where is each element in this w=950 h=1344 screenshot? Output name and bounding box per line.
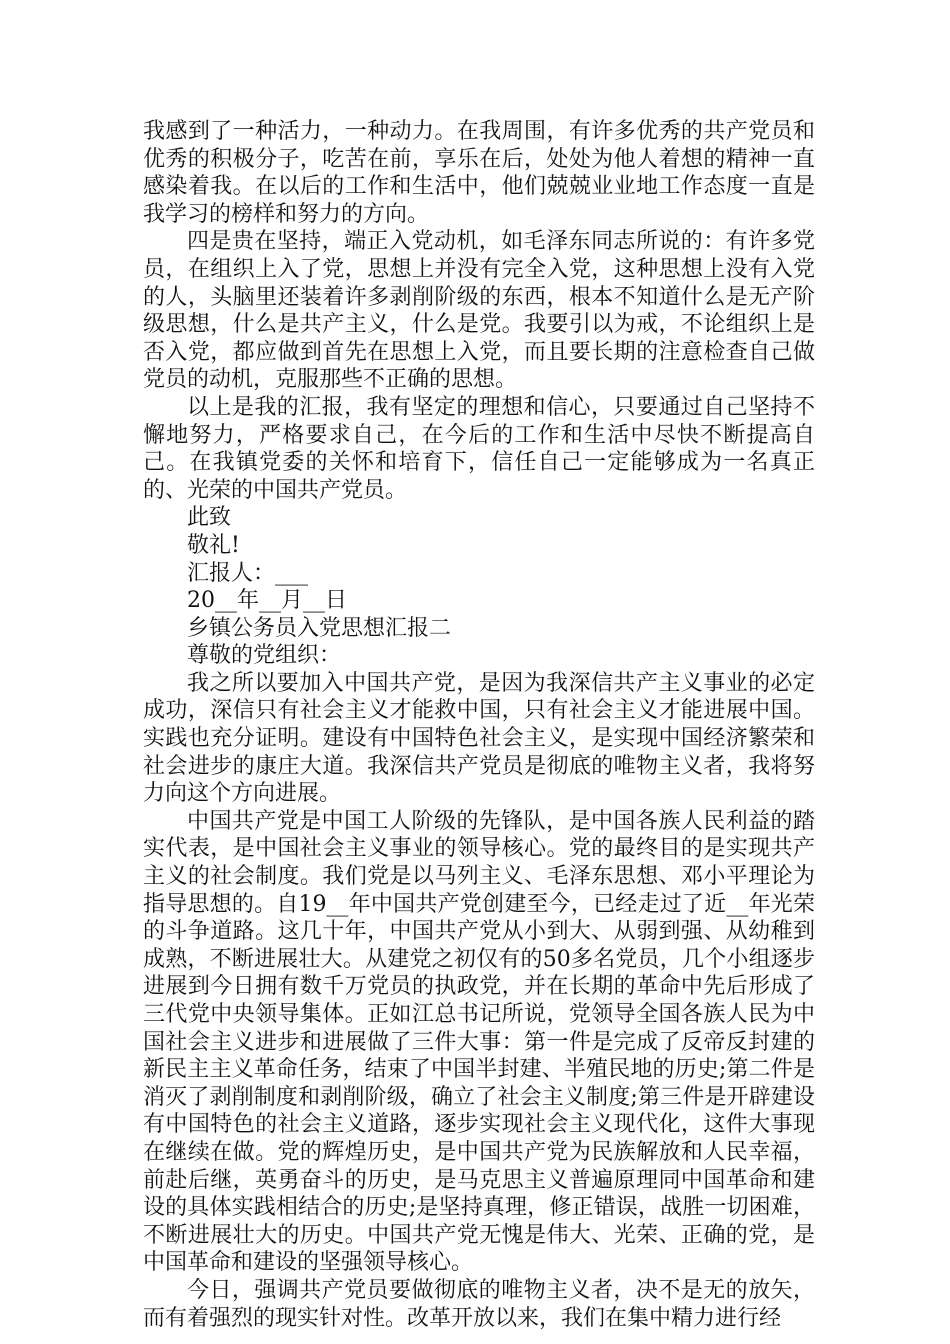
date-line: 20__年__月__日 (187, 588, 347, 614)
greeting-line: 尊敬的党组织： (187, 643, 342, 669)
section-title: 乡镇公务员入党思想汇报二 (187, 615, 452, 641)
reporter-line: 汇报人：___ (187, 560, 309, 586)
closing-regards: 敬礼! (187, 532, 240, 558)
paragraph-party-motive: 四是贵在坚持，端正入党动机，如毛泽东同志所说的：有许多党员，在组织上入了党，思想上并没有完全入党，这种思想上没有入党的人，头脑里还装着许多剥削阶级的东西，根本不知道什么是无产阶级思想，什么是共产主义，什么是党。我要引以为戒，不论组织上是否入党，都应做到首先在思想上入党，而且要长期的注意检查自己做党员的动机，克服那些不正确的思想。 (143, 229, 815, 393)
paragraph-summary: 以上是我的汇报，我有坚定的理想和信心，只要通过自己坚持不懈地努力，严格要求自己，在今后的工作和生活中尽快不断提高自己。在我镇党委的关怀和培育下，信任自己一定能够成为一名真正的、光荣的中国共产党员。 (143, 394, 815, 503)
paragraph-continuation: 我感到了一种活力，一种动力。在我周围，有许多优秀的共产党员和优秀的积极分子，吃苦在前，享乐在后，处处为他人着想的精神一直感染着我。在以后的工作和生活中，他们兢兢业业地工作态度一直是我学习的榜样和努力的方向。 (143, 119, 815, 227)
closing-salutation: 此致 (187, 505, 232, 531)
paragraph-materialism: 今日，强调共产党员要做彻底的唯物主义者，决不是无的放矢，而有着强烈的现实针对性。改革开放以来，我们在集中精力进行经 (143, 1277, 815, 1331)
paragraph-reason-joining: 我之所以要加入中国共产党，是因为我深信共产主义事业的必定成功，深信只有社会主义才能救中国，只有社会主义才能进展中国。实践也充分证明。建设有中国特色社会主义，是实现中国经济繁荣和社会进步的康庄大道。我深信共产党员是彻底的唯物主义者，我将努力向这个方向进展。 (143, 670, 815, 807)
document-body (143, 118, 815, 1332)
paragraph-party-history: 中国共产党是中国工人阶级的先锋队，是中国各族人民利益的踏实代表，是中国社会主义事业的领导核心。党的最终目的是实现共产主义的社会制度。我们党是以马列主义、毛泽东思想、邓小平理论为指导思想的。自19__年中国共产党创建至今，已经走过了近__年光荣的斗争道路。这几十年，中国共产党从小到大、从弱到强、从幼稚到成熟，不断进展壮大。从建党之初仅有的50多名党员，几个小组逐步进展到今日拥有数千万党员的执政党，并在长期的革命中先后形成了三代党中央领导集体。正如江总书记所说，党领导全国各族人民为中国社会主义进步和进展做了三件大事：第一件是完成了反帝反封建的新民主主义革命任务，结束了中国半封建、半殖民地的历史;第二件是消灭了剥削制度和剥削阶级，确立了社会主义制度;第三件是开辟建设有中国特色的社会主义道路，逐步实现社会主义现代化，这件大事现在继续在做。党的辉煌历史，是中国共产党为民族解放和人民幸福，前赴后继，英勇奋斗的历史，是马克思主义普遍原理同中国革命和建设的具体实践相结合的历史;是坚持真理，修正错误，战胜一切困难，不断进展壮大的历史。中国共产党无愧是伟大、光荣、正确的党，是中国革命和建设的坚强领导核心。 (143, 808, 815, 1276)
